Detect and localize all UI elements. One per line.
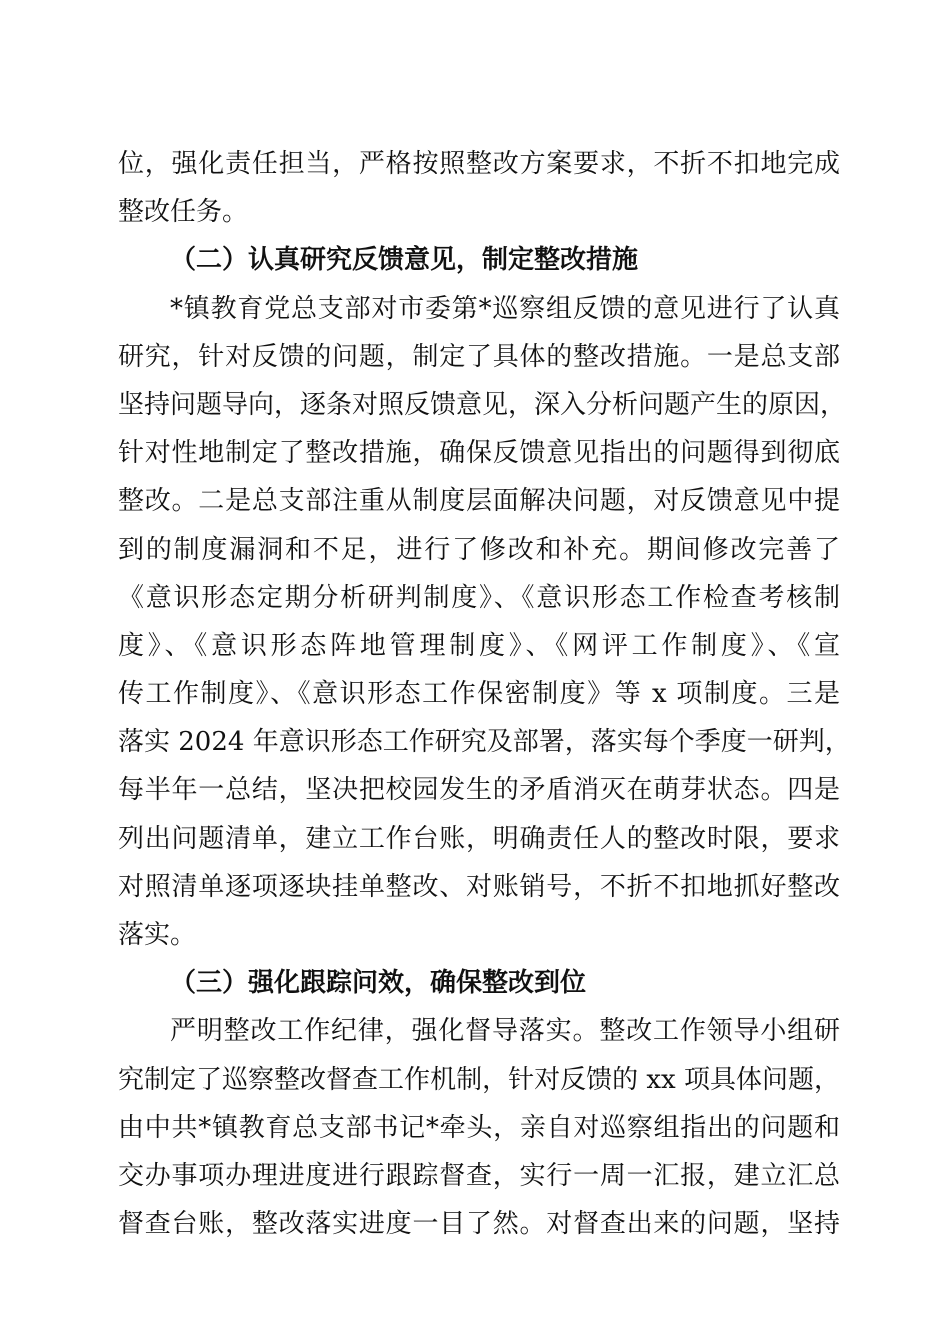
body-text-line: 究制定了巡察整改督查工作机制，针对反馈的 xx 项具体问题，	[118, 1064, 840, 1095]
body-text-line: 交办事项办理进度进行跟踪督查，实行一周一汇报，建立汇总	[118, 1160, 840, 1191]
document-body	[118, 140, 851, 1248]
body-text-line: 落实。	[118, 920, 197, 950]
body-text-line: 督查台账，整改落实进度一目了然。对督查出来的问题，坚持	[118, 1209, 840, 1240]
section-heading: （二）认真研究反馈意见，制定整改措施	[170, 245, 639, 276]
paragraph-first-line: 严明整改工作纪律，强化督导落实。整改工作领导小组研	[170, 1016, 840, 1047]
body-text-line: 由中共*镇教育总支部书记*牵头，亲自对巡察组指出的问题和	[118, 1112, 840, 1143]
body-text-line: 研究，针对反馈的问题，制定了具体的整改措施。一是总支部	[118, 341, 840, 372]
paragraph-first-line: *镇教育党总支部对市委第*巡察组反馈的意见进行了认真	[170, 293, 840, 324]
body-text-line: 整改。二是总支部注重从制度层面解决问题，对反馈意见中提	[118, 486, 840, 517]
body-text-line: 对照清单逐项逐块挂单整改、对账销号，不折不扣地抓好整改	[118, 871, 840, 902]
body-text-line: 列出问题清单，建立工作台账，明确责任人的整改时限，要求	[118, 823, 840, 854]
body-text-line: 整改任务。	[118, 197, 249, 228]
body-text-line: 针对性地制定了整改措施，确保反馈意见指出的问题得到彻底	[118, 438, 840, 469]
body-text-line: 传工作制度》、《意识形态工作保密制度》等 x 项制度。三是	[118, 679, 840, 710]
body-text-line: 每半年一总结，坚决把校园发生的矛盾消灭在萌芽状态。四是	[118, 775, 840, 806]
body-text-line: 坚持问题导向，逐条对照反馈意见，深入分析问题产生的原因，	[118, 389, 847, 420]
body-text-line: 位，强化责任担当，严格按照整改方案要求，不折不扣地完成	[118, 149, 840, 179]
section-heading: （三）强化跟踪问效，确保整改到位	[170, 968, 587, 999]
body-text-line: 《意识形态定期分析研判制度》、《意识形态工作检查考核制	[118, 582, 840, 613]
body-text-line: 落实 2024 年意识形态工作研究及部署，落实每个季度一研判，	[118, 727, 851, 758]
body-text-line: 到的制度漏洞和不足，进行了修改和补充。期间修改完善了	[118, 534, 840, 565]
body-text-line: 度》、《意识形态阵地管理制度》、《网评工作制度》、《宣	[118, 630, 840, 661]
